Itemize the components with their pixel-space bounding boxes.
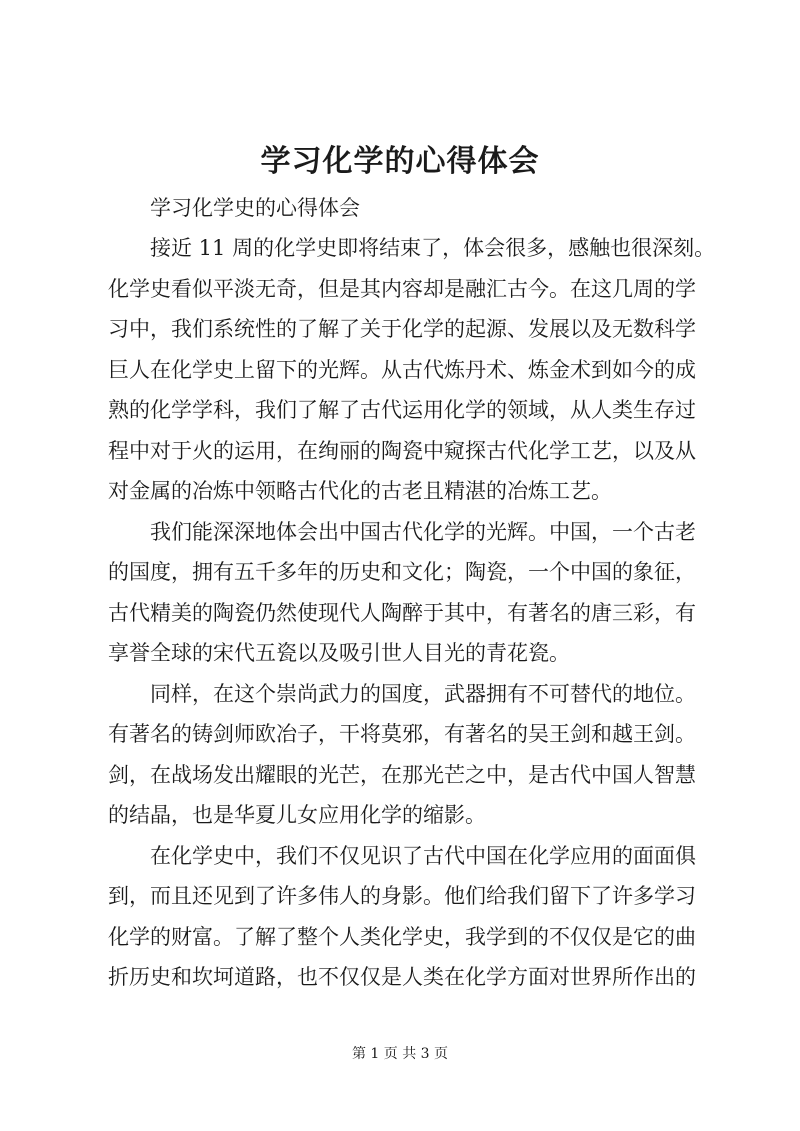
body-line: 享誉全球的宋代五瓷以及吸引世人目光的青花瓷。	[108, 641, 570, 665]
body-line: 古代精美的陶瓷仍然使现代人陶醉于其中，有著名的唐三彩，有	[108, 600, 696, 625]
body-line: 的结晶，也是华夏儿女应用化学的缩影。	[108, 803, 486, 827]
page-footer: 第 1 页 共 3 页	[351, 1046, 449, 1062]
body-line: 巨人在化学史上留下的光辉。从古代炼丹术、炼金术到如今的成	[108, 357, 696, 382]
body-line: 对金属的冶炼中领略古代化的古老且精湛的冶炼工艺。	[108, 479, 612, 503]
body-line: 熟的化学学科，我们了解了古代运用化学的领域，从人类生存过	[108, 398, 696, 422]
document-subtitle: 学习化学史的心得体会	[150, 196, 360, 220]
body-line: 的国度，拥有五千多年的历史和文化；陶瓷，一个中国的象征，	[108, 560, 696, 584]
body-line: 折历史和坎坷道路，也不仅仅是人类在化学方面对世界所作出的	[108, 965, 696, 989]
body-line: 程中对于火的运用，在绚丽的陶瓷中窥探古代化学工艺，以及从	[108, 438, 696, 463]
body-line: 有著名的铸剑师欧冶子，干将莫邪，有著名的吴王剑和越王剑。	[108, 722, 696, 746]
body-line: 化学史看似平淡无奇，但是其内容却是融汇古今。在这几周的学	[108, 276, 696, 301]
body-line: 在化学史中，我们不仅见识了古代中国在化学应用的面面俱	[150, 843, 696, 868]
body-line: 剑，在战场发出耀眼的光芒，在那光芒之中，是古代中国人智慧	[108, 762, 696, 787]
document-title: 学习化学的心得体会	[260, 144, 540, 179]
body-line: 接近 11 周的化学史即将结束了，体会很多，感触也很深刻。	[150, 236, 716, 260]
body-line: 化学的财富。了解了整个人类化学史，我学到的不仅仅是它的曲	[108, 924, 696, 949]
document-body	[108, 228, 716, 998]
body-line: 同样，在这个崇尚武力的国度，武器拥有不可替代的地位。	[150, 681, 696, 706]
body-line: 到，而且还见到了许多伟人的身影。他们给我们留下了许多学习	[108, 884, 696, 908]
body-line: 我们能深深地体会出中国古代化学的光辉。中国，一个古老	[150, 519, 696, 544]
body-line: 习中，我们系统性的了解了关于化学的起源、发展以及无数科学	[108, 317, 696, 341]
